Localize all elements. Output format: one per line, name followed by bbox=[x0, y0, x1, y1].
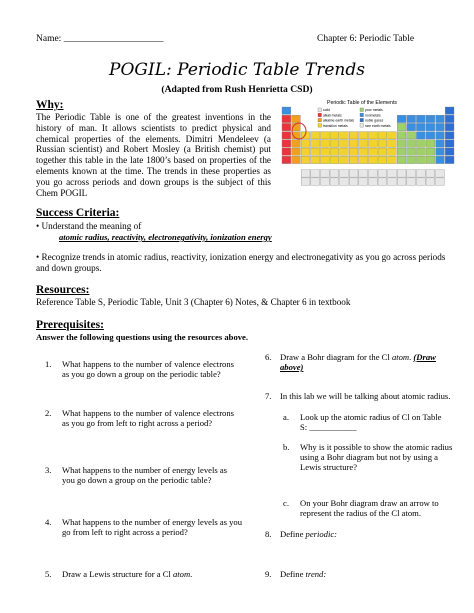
element-cell bbox=[407, 148, 416, 155]
element-cell bbox=[436, 123, 445, 130]
element-cell bbox=[445, 107, 454, 114]
element-cell bbox=[349, 156, 358, 163]
element-cell bbox=[368, 148, 377, 155]
element-cell bbox=[407, 132, 416, 139]
element-cell bbox=[445, 156, 454, 163]
element-cell bbox=[407, 178, 416, 185]
legend-label: alkali metals bbox=[323, 113, 342, 118]
element-cell bbox=[292, 156, 301, 163]
q7-number: 7. bbox=[265, 391, 272, 401]
element-cell bbox=[445, 140, 454, 147]
element-cell bbox=[436, 178, 445, 185]
element-cell bbox=[359, 148, 368, 155]
element-cell bbox=[368, 170, 377, 177]
element-cell bbox=[368, 156, 377, 163]
element-cell bbox=[416, 178, 425, 185]
element-cell bbox=[436, 115, 445, 122]
element-cell bbox=[416, 156, 425, 163]
element-cell bbox=[436, 170, 445, 177]
q7b-label: b. bbox=[283, 442, 290, 452]
element-cell bbox=[426, 178, 435, 185]
element-cell bbox=[397, 156, 406, 163]
element-cell bbox=[378, 178, 387, 185]
prereq-heading: Prerequisites: bbox=[36, 319, 104, 331]
element-cell bbox=[320, 178, 329, 185]
element-cell bbox=[407, 156, 416, 163]
q9-text: Define trend: bbox=[280, 569, 327, 579]
element-cell bbox=[311, 156, 320, 163]
q7a-text: Look up the atomic radius of Cl on Table S: ___________ bbox=[300, 412, 442, 432]
element-cell bbox=[340, 178, 349, 185]
element-cell bbox=[330, 178, 339, 185]
element-cell bbox=[407, 123, 416, 130]
element-cell bbox=[340, 148, 349, 155]
element-cell bbox=[397, 132, 406, 139]
periodic-table-legend bbox=[318, 108, 391, 128]
element-cell bbox=[330, 140, 339, 147]
element-cell bbox=[397, 123, 406, 130]
legend-swatch bbox=[360, 113, 364, 117]
element-cell bbox=[388, 170, 397, 177]
element-cell bbox=[388, 178, 397, 185]
element-cell bbox=[340, 140, 349, 147]
element-cell bbox=[445, 115, 454, 122]
element-cell bbox=[301, 170, 310, 177]
element-cell bbox=[282, 107, 291, 114]
element-cell bbox=[320, 140, 329, 147]
element-cell bbox=[416, 123, 425, 130]
element-cell bbox=[340, 170, 349, 177]
element-cell bbox=[282, 148, 291, 155]
element-cell bbox=[311, 170, 320, 177]
element-cell bbox=[416, 115, 425, 122]
element-cell bbox=[397, 148, 406, 155]
q5-number: 5. bbox=[45, 569, 52, 579]
legend-label: solid bbox=[323, 108, 330, 113]
element-cell bbox=[330, 148, 339, 155]
element-cell bbox=[330, 132, 339, 139]
element-cell bbox=[378, 140, 387, 147]
periodic-table-figure bbox=[278, 97, 460, 194]
periodic-table-image bbox=[278, 97, 460, 194]
q7c-label: c. bbox=[283, 498, 289, 508]
element-cell bbox=[368, 178, 377, 185]
legend-swatch bbox=[318, 108, 322, 112]
legend-swatch bbox=[318, 124, 322, 128]
chapter-label: Chapter 6: Periodic Table bbox=[317, 34, 415, 44]
element-cell bbox=[416, 132, 425, 139]
element-cell bbox=[282, 156, 291, 163]
prereq-instruction: Answer the following questions using the resources above. bbox=[36, 332, 248, 342]
legend-label: nonmetals bbox=[365, 113, 381, 118]
element-cell bbox=[397, 115, 406, 122]
element-cell bbox=[349, 178, 358, 185]
success-heading: Success Criteria: bbox=[36, 207, 120, 219]
element-cell bbox=[416, 140, 425, 147]
page-subtitle: (Adapted from Rush Henrietta CSD) bbox=[161, 84, 313, 95]
legend-label: alkaline earth metals bbox=[323, 118, 355, 123]
element-cell bbox=[407, 140, 416, 147]
element-cell bbox=[282, 115, 291, 122]
q7a-label: a. bbox=[283, 412, 289, 422]
element-cell bbox=[301, 178, 310, 185]
element-cell bbox=[330, 156, 339, 163]
element-cell bbox=[349, 148, 358, 155]
element-cell bbox=[301, 156, 310, 163]
element-cell bbox=[311, 132, 320, 139]
element-cell bbox=[368, 140, 377, 147]
q1-text: What happens to the number of valence electrons as you go down a group on the periodic table? bbox=[62, 359, 234, 379]
element-cell bbox=[311, 148, 320, 155]
q3-text: What happens to the number of energy levels as you go down a group on the periodic table? bbox=[62, 465, 227, 485]
element-cell bbox=[311, 140, 320, 147]
resources-text: Reference Table S, Periodic Table, Unit 3 (Chapter 6) Notes, & Chapter 6 in textbook bbox=[36, 297, 351, 307]
element-cell bbox=[320, 156, 329, 163]
element-cell bbox=[378, 148, 387, 155]
element-cell bbox=[340, 132, 349, 139]
why-heading: Why: bbox=[36, 99, 64, 111]
element-cell bbox=[378, 156, 387, 163]
element-cell bbox=[359, 178, 368, 185]
element-cell bbox=[445, 148, 454, 155]
element-cell bbox=[292, 115, 301, 122]
element-cell bbox=[368, 132, 377, 139]
element-cell bbox=[388, 148, 397, 155]
element-cell bbox=[359, 132, 368, 139]
element-cell bbox=[416, 148, 425, 155]
element-cell bbox=[282, 140, 291, 147]
element-cell bbox=[397, 170, 406, 177]
element-cell bbox=[359, 156, 368, 163]
element-cell bbox=[445, 123, 454, 130]
element-cell bbox=[407, 115, 416, 122]
element-cell bbox=[349, 170, 358, 177]
name-field-label: Name: _____________________ bbox=[36, 34, 164, 44]
element-cell bbox=[407, 170, 416, 177]
legend-label: rare earth metals bbox=[365, 123, 391, 128]
element-cell bbox=[282, 123, 291, 130]
element-cell bbox=[378, 170, 387, 177]
element-cell bbox=[282, 132, 291, 139]
element-cell bbox=[330, 170, 339, 177]
element-cell bbox=[301, 140, 310, 147]
resources-heading: Resources: bbox=[36, 284, 90, 296]
success-terms: atomic radius, reactivity, electronegativity, ionization energy bbox=[59, 232, 272, 242]
element-cell bbox=[426, 132, 435, 139]
element-cell bbox=[359, 140, 368, 147]
element-cell bbox=[436, 148, 445, 155]
element-cell bbox=[301, 148, 310, 155]
legend-label: transition metals bbox=[323, 123, 348, 128]
element-cell bbox=[436, 156, 445, 163]
q4-text: What happens to the number of energy levels as you go from left to right across a period? bbox=[62, 517, 243, 537]
q8-text: Define periodic: bbox=[280, 529, 338, 539]
q7b-text: Why is it possible to show the atomic radius using a Bohr diagram but not by using a Lewis structure? bbox=[300, 442, 453, 472]
element-cell bbox=[359, 170, 368, 177]
element-cell bbox=[426, 156, 435, 163]
element-cell bbox=[388, 156, 397, 163]
element-cell bbox=[292, 140, 301, 147]
q7-text: In this lab we will be talking about atomic radius. bbox=[280, 391, 451, 401]
why-paragraph: The Periodic Table is one of the greatest inventions in the history of man. It allows scientists to predict physical and chemical properties of the elements. Dimitri Mendeleev (a Russian scientist) and Robert Mosley (a British chemist) put together this table in the late 1800’s based on properties of the elements known at the time. The trends in these properties as you go across periods and down groups is the subject of this Chem POGIL bbox=[36, 112, 271, 198]
element-cell bbox=[426, 115, 435, 122]
element-cell bbox=[426, 140, 435, 147]
element-cell bbox=[320, 170, 329, 177]
element-cell bbox=[292, 148, 301, 155]
element-cell bbox=[311, 178, 320, 185]
element-cell bbox=[378, 132, 387, 139]
q4-number: 4. bbox=[45, 517, 52, 527]
element-cell bbox=[445, 132, 454, 139]
element-cell bbox=[426, 148, 435, 155]
q8-number: 8. bbox=[265, 529, 272, 539]
element-cell bbox=[416, 170, 425, 177]
element-cell bbox=[388, 132, 397, 139]
element-cell bbox=[320, 132, 329, 139]
q6-text: Draw a Bohr diagram for the Cl atom. (Draw above) bbox=[280, 352, 436, 372]
q7c-text: On your Bohr diagram draw an arrow to represent the radius of the Cl atom. bbox=[300, 498, 439, 518]
success-bullet-1: • Understand the meaning of bbox=[36, 221, 142, 231]
legend-swatch bbox=[318, 118, 322, 122]
page-title: POGIL: Periodic Table Trends bbox=[109, 60, 365, 80]
legend-swatch bbox=[360, 118, 364, 122]
element-cell bbox=[426, 170, 435, 177]
element-cell bbox=[397, 140, 406, 147]
q2-text: What happens to the number of valence electrons as you go from left to right across a period? bbox=[62, 408, 234, 428]
legend-label: poor metals bbox=[365, 108, 383, 113]
success-bullet-2: • Recognize trends in atomic radius, reactivity, ionization energy and electronegativity as you go across periods and down groups. bbox=[36, 252, 446, 273]
periodic-table-title: Periodic Table of the Elements bbox=[327, 100, 397, 106]
legend-label: noble gases bbox=[365, 118, 384, 123]
element-cell bbox=[436, 132, 445, 139]
element-cell bbox=[397, 178, 406, 185]
q5-text: Draw a Lewis structure for a Cl atom. bbox=[62, 569, 193, 579]
element-cell bbox=[426, 123, 435, 130]
q9-number: 9. bbox=[265, 569, 272, 579]
q1-number: 1. bbox=[45, 359, 52, 369]
element-cell bbox=[388, 140, 397, 147]
element-cell bbox=[349, 140, 358, 147]
element-cell bbox=[340, 156, 349, 163]
legend-swatch bbox=[360, 108, 364, 112]
element-cell bbox=[349, 132, 358, 139]
q2-number: 2. bbox=[45, 408, 52, 418]
legend-swatch bbox=[360, 124, 364, 128]
element-cell bbox=[436, 140, 445, 147]
q6-number: 6. bbox=[265, 352, 272, 362]
legend-swatch bbox=[318, 113, 322, 117]
q3-number: 3. bbox=[45, 465, 52, 475]
element-cell bbox=[320, 148, 329, 155]
